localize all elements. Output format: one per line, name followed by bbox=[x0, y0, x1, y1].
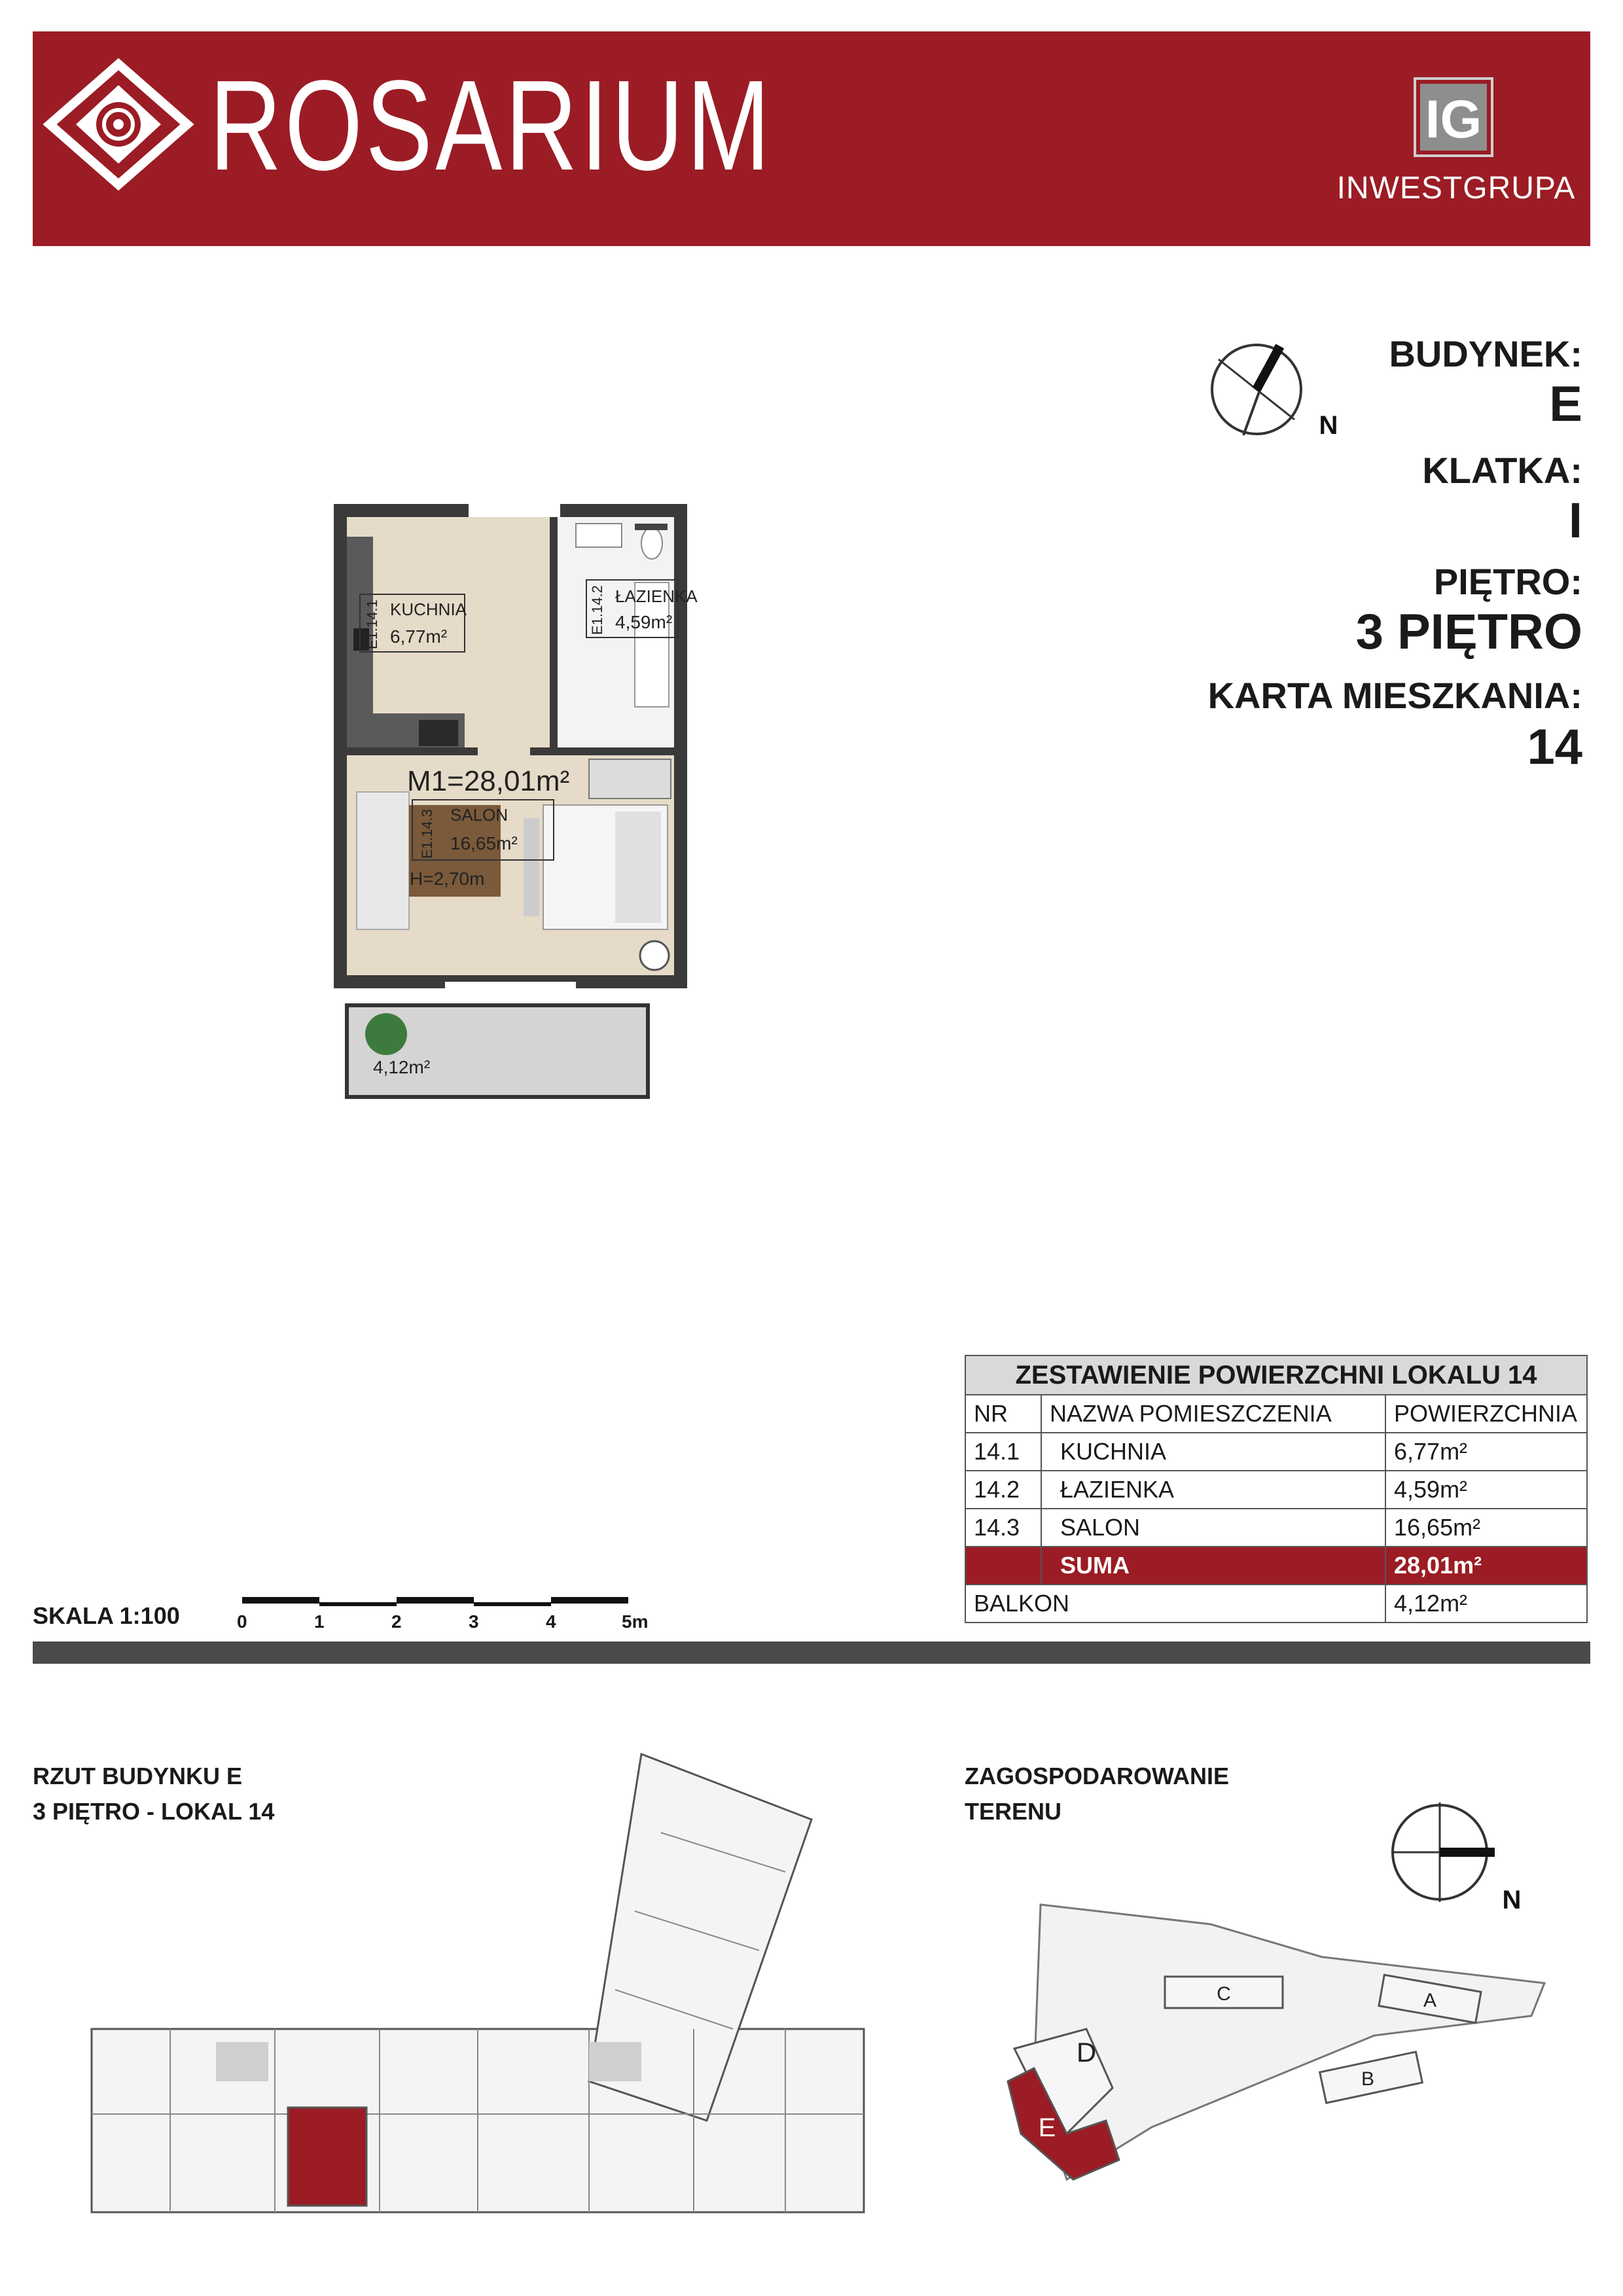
site-building-label: A bbox=[1423, 1990, 1437, 2011]
sum-label: SUMA bbox=[1041, 1547, 1385, 1585]
site-building-label: C bbox=[1217, 1983, 1231, 2005]
sum-row bbox=[965, 1547, 1587, 1585]
floor-value: 3 PIĘTRO bbox=[1355, 604, 1582, 660]
row-name: SALON bbox=[1041, 1509, 1385, 1547]
site-building-label: B bbox=[1361, 2068, 1375, 2090]
table-header-name: NAZWA POMIESZCZENIA bbox=[1041, 1395, 1385, 1433]
balcony-row bbox=[965, 1585, 1587, 1623]
site-plan-drawing bbox=[955, 1885, 1558, 2212]
building-value: E bbox=[1549, 376, 1582, 432]
total-area-label: M1=28,01m² bbox=[407, 765, 570, 797]
scale-label: SKALA 1:100 bbox=[33, 1602, 180, 1629]
building-plan-drawing bbox=[52, 1715, 942, 2225]
balcony-value: 4,12m² bbox=[1385, 1585, 1587, 1623]
kitchen-code: E1.14.1 bbox=[364, 600, 380, 649]
brand-name: ROSARIUM bbox=[209, 54, 774, 197]
scale-tick: 4 bbox=[546, 1611, 556, 1632]
kitchen-name: KUCHNIA bbox=[390, 600, 467, 619]
site-plan-title: ZAGOSPODAROWANIE bbox=[965, 1763, 1230, 1789]
table-header-area: POWIERZCHNIA bbox=[1385, 1395, 1587, 1433]
scale-tick: 2 bbox=[391, 1611, 402, 1632]
building-plan-subtitle: 3 PIĘTRO - LOKAL 14 bbox=[33, 1798, 275, 1825]
highlighted-unit bbox=[288, 2108, 366, 2206]
rosarium-logo-icon bbox=[43, 59, 194, 190]
scale-tick: 1 bbox=[314, 1611, 325, 1632]
site-plan-subtitle: TERENU bbox=[965, 1798, 1062, 1825]
balcony-area: 4,12m² bbox=[373, 1057, 431, 1077]
scale-tick: 5m bbox=[622, 1611, 649, 1632]
site-building-label: D bbox=[1076, 2037, 1097, 2068]
area-summary-table bbox=[965, 1355, 1588, 1623]
row-nr: 14.1 bbox=[965, 1433, 1041, 1471]
row-area: 6,77m² bbox=[1385, 1433, 1587, 1471]
row-name: KUCHNIA bbox=[1041, 1433, 1385, 1471]
table-header-nr: NR bbox=[965, 1395, 1041, 1433]
site-building-label: E bbox=[1038, 2113, 1056, 2142]
apartment-floorplan bbox=[327, 497, 698, 1106]
ig-logo-text: IG bbox=[1425, 90, 1482, 149]
stair-value: I bbox=[1568, 493, 1582, 548]
living-area: 16,65m² bbox=[450, 833, 518, 853]
table-row bbox=[965, 1509, 1587, 1547]
bathroom-area: 4,59m² bbox=[615, 612, 673, 632]
row-nr: 14.2 bbox=[965, 1471, 1041, 1509]
row-area: 16,65m² bbox=[1385, 1509, 1587, 1547]
building-plan-title: RZUT BUDYNKU E bbox=[33, 1763, 242, 1789]
balcony-label: BALKON bbox=[965, 1585, 1385, 1623]
section-divider bbox=[33, 1641, 1590, 1664]
bathroom-code: E1.14.2 bbox=[589, 585, 605, 635]
scale-tick: 3 bbox=[469, 1611, 479, 1632]
building-label: BUDYNEK: bbox=[1389, 333, 1582, 374]
living-name: SALON bbox=[450, 805, 508, 825]
scale-tick: 0 bbox=[237, 1611, 247, 1632]
living-code: E1.14.3 bbox=[419, 809, 435, 859]
ceiling-height: H=2,70m bbox=[410, 869, 485, 889]
table-row bbox=[965, 1471, 1587, 1509]
kitchen-area: 6,77m² bbox=[390, 626, 448, 647]
scale-bar bbox=[236, 1588, 641, 1634]
sum-value: 28,01m² bbox=[1385, 1547, 1587, 1585]
row-nr: 14.3 bbox=[965, 1509, 1041, 1547]
site-north-letter: N bbox=[1502, 1886, 1522, 1914]
card-label: KARTA MIESZKANIA: bbox=[1207, 675, 1582, 716]
row-area: 4,59m² bbox=[1385, 1471, 1587, 1509]
north-compass-icon bbox=[1204, 337, 1338, 442]
card-value: 14 bbox=[1527, 719, 1582, 775]
table-title: ZESTAWIENIE POWIERZCHNI LOKALU 14 bbox=[965, 1355, 1587, 1395]
inwestgrupa-logo-icon bbox=[1414, 77, 1493, 157]
bathroom-name: ŁAZIENKA bbox=[615, 586, 698, 606]
row-name: ŁAZIENKA bbox=[1041, 1471, 1385, 1509]
table-row bbox=[965, 1433, 1587, 1471]
floor-label: PIĘTRO: bbox=[1433, 561, 1582, 602]
company-name: INWESTGRUPA bbox=[1336, 171, 1576, 206]
north-letter: N bbox=[1319, 411, 1338, 440]
stair-label: KLATKA: bbox=[1422, 450, 1582, 491]
